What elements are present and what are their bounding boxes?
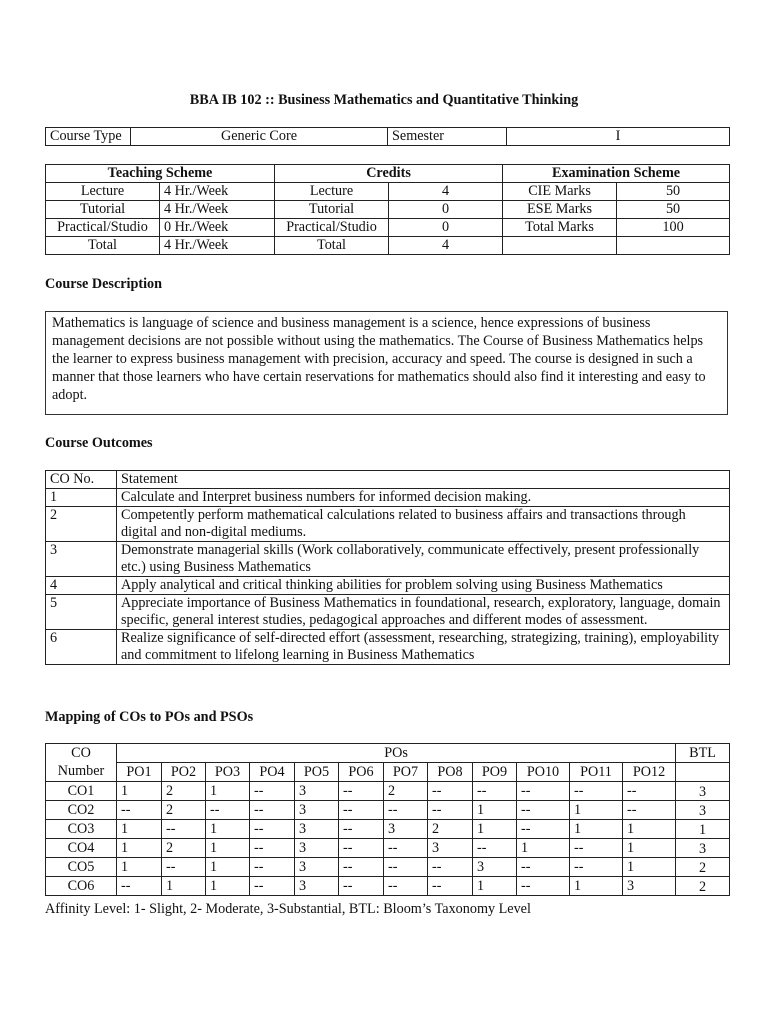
po-value: -- xyxy=(517,820,570,839)
co-number-header xyxy=(46,744,117,782)
course-description-box xyxy=(45,311,728,415)
outcome-row xyxy=(46,595,730,630)
po-value: -- xyxy=(250,877,295,896)
document-title: BBA IB 102 :: Business Mathematics and Quantitative Thinking xyxy=(189,92,579,108)
po-value: -- xyxy=(250,839,295,858)
po-value: -- xyxy=(117,877,162,896)
teaching-label: Practical/Studio xyxy=(46,219,160,237)
mapping-header-row-1 xyxy=(46,744,730,763)
credits-label: Practical/Studio xyxy=(275,219,389,237)
co-statement: Demonstrate managerial skills (Work collaboratively, communicate effectively, present professionally etc.) using Business Mathematics xyxy=(117,542,730,577)
course-outcomes-table xyxy=(45,470,730,665)
po-value: -- xyxy=(250,801,295,820)
examination-scheme-header: Examination Scheme xyxy=(503,165,730,183)
po-value: 1 xyxy=(206,877,250,896)
po-value: 3 xyxy=(473,858,517,877)
po-value: 1 xyxy=(162,877,206,896)
credits-value: 0 xyxy=(389,219,503,237)
po-value: -- xyxy=(206,801,250,820)
credits-label: Total xyxy=(275,237,389,255)
po-value: 1 xyxy=(473,820,517,839)
outcomes-body xyxy=(46,489,730,665)
co-statement: Realize significance of self-directed effort (assessment, researching, strategizing, training), employability and commitment to lifelong learning in Business Mathematics xyxy=(117,630,730,665)
btl-empty-cell xyxy=(676,763,730,782)
po-value: -- xyxy=(162,858,206,877)
co-number: 2 xyxy=(46,507,117,542)
po-value: -- xyxy=(339,839,384,858)
scheme-row xyxy=(46,237,730,255)
po-label: PO8 xyxy=(428,763,473,782)
po-label: PO9 xyxy=(473,763,517,782)
po-label: PO12 xyxy=(623,763,676,782)
co-label: CO2 xyxy=(46,801,117,820)
credits-label: Tutorial xyxy=(275,201,389,219)
exam-label: Total Marks xyxy=(503,219,617,237)
statement-header: Statement xyxy=(117,471,730,489)
co-label: CO1 xyxy=(46,782,117,801)
po-label: PO5 xyxy=(295,763,339,782)
po-value: 1 xyxy=(570,801,623,820)
po-value: 2 xyxy=(162,782,206,801)
po-value: -- xyxy=(339,877,384,896)
co-statement: Appreciate importance of Business Mathematics in foundational, research, exploratory, language, domain specific, general interest studies, pedagogical approaches and different modes of assessment. xyxy=(117,595,730,630)
po-value: -- xyxy=(428,877,473,896)
po-value: 1 xyxy=(206,782,250,801)
teaching-label: Total xyxy=(46,237,160,255)
po-value: -- xyxy=(517,801,570,820)
exam-value: 100 xyxy=(617,219,730,237)
btl-header: BTL xyxy=(676,744,730,763)
teaching-label: Tutorial xyxy=(46,201,160,219)
po-value: -- xyxy=(384,877,428,896)
po-value: -- xyxy=(517,782,570,801)
btl-value: 2 xyxy=(676,858,730,877)
pos-header: POs xyxy=(117,744,676,763)
btl-value: 3 xyxy=(676,839,730,858)
outcomes-header-row xyxy=(46,471,730,489)
btl-value: 2 xyxy=(676,877,730,896)
po-value: -- xyxy=(339,858,384,877)
scheme-body xyxy=(46,183,730,255)
po-value: -- xyxy=(339,820,384,839)
po-value: -- xyxy=(162,820,206,839)
course-description-heading: Course Description xyxy=(45,276,163,292)
co-number: 4 xyxy=(46,577,117,595)
po-value: 1 xyxy=(206,839,250,858)
course-type-value: Generic Core xyxy=(131,128,388,146)
po-value: 2 xyxy=(428,820,473,839)
co-label: CO4 xyxy=(46,839,117,858)
po-value: 2 xyxy=(384,782,428,801)
po-value: 3 xyxy=(295,782,339,801)
credits-value: 4 xyxy=(389,237,503,255)
po-value: 3 xyxy=(384,820,428,839)
po-value: 3 xyxy=(428,839,473,858)
teaching-label: Lecture xyxy=(46,183,160,201)
po-value: 2 xyxy=(162,801,206,820)
mapping-body xyxy=(46,782,730,896)
po-value: 1 xyxy=(117,820,162,839)
exam-label: CIE Marks xyxy=(503,183,617,201)
outcome-row xyxy=(46,542,730,577)
credits-value: 4 xyxy=(389,183,503,201)
mapping-row xyxy=(46,858,730,877)
co-statement: Competently perform mathematical calculations related to business affairs and transactions through digital and non-digital mediums. xyxy=(117,507,730,542)
po-value: -- xyxy=(623,801,676,820)
po-value: 1 xyxy=(623,820,676,839)
co-number: 6 xyxy=(46,630,117,665)
mapping-row xyxy=(46,782,730,801)
po-value: -- xyxy=(428,801,473,820)
teaching-value: 0 Hr./Week xyxy=(160,219,275,237)
po-value: -- xyxy=(473,839,517,858)
co-number: 3 xyxy=(46,542,117,577)
po-value: -- xyxy=(384,801,428,820)
po-value: -- xyxy=(250,858,295,877)
po-value: 1 xyxy=(623,839,676,858)
teaching-scheme-header: Teaching Scheme xyxy=(46,165,275,183)
po-value: -- xyxy=(250,782,295,801)
po-label: PO6 xyxy=(339,763,384,782)
po-value: 3 xyxy=(295,801,339,820)
co-statement: Calculate and Interpret business numbers for informed decision making. xyxy=(117,489,730,507)
po-value: -- xyxy=(339,801,384,820)
po-value: -- xyxy=(570,858,623,877)
affinity-footnote: Affinity Level: 1- Slight, 2- Moderate, 3-Substantial, BTL: Bloom’s Taxonomy Level xyxy=(45,901,531,917)
semester-value: I xyxy=(507,128,730,146)
co-number: 5 xyxy=(46,595,117,630)
po-label: PO10 xyxy=(517,763,570,782)
mapping-heading: Mapping of COs to POs and PSOs xyxy=(45,709,254,725)
mapping-row xyxy=(46,820,730,839)
outcome-row xyxy=(46,507,730,542)
po-value: 3 xyxy=(295,877,339,896)
exam-label xyxy=(503,237,617,255)
po-value: 1 xyxy=(117,839,162,858)
semester-label: Semester xyxy=(388,128,507,146)
mapping-row xyxy=(46,801,730,820)
po-value: -- xyxy=(428,782,473,801)
po-value: -- xyxy=(384,858,428,877)
po-value: 2 xyxy=(162,839,206,858)
co-label: CO5 xyxy=(46,858,117,877)
po-value: -- xyxy=(473,782,517,801)
mapping-table xyxy=(45,743,730,896)
po-value: 1 xyxy=(570,820,623,839)
po-value: -- xyxy=(570,839,623,858)
po-value: 1 xyxy=(517,839,570,858)
outcome-row xyxy=(46,630,730,665)
po-value: -- xyxy=(339,782,384,801)
scheme-table xyxy=(45,164,730,255)
btl-value: 1 xyxy=(676,820,730,839)
teaching-value: 4 Hr./Week xyxy=(160,237,275,255)
credits-value: 0 xyxy=(389,201,503,219)
po-label: PO1 xyxy=(117,763,162,782)
scheme-row xyxy=(46,201,730,219)
course-type-label: Course Type xyxy=(46,128,131,146)
po-value: -- xyxy=(428,858,473,877)
po-value: 1 xyxy=(473,877,517,896)
outcome-row xyxy=(46,489,730,507)
scheme-header-row xyxy=(46,165,730,183)
exam-value xyxy=(617,237,730,255)
po-label: PO3 xyxy=(206,763,250,782)
po-value: 1 xyxy=(473,801,517,820)
po-value: 1 xyxy=(206,858,250,877)
course-info-row xyxy=(46,128,730,146)
po-value: -- xyxy=(117,801,162,820)
scheme-row xyxy=(46,219,730,237)
po-value: 3 xyxy=(623,877,676,896)
po-value: 3 xyxy=(295,820,339,839)
po-value: -- xyxy=(250,820,295,839)
mapping-row xyxy=(46,877,730,896)
po-value: 3 xyxy=(295,858,339,877)
po-label: PO11 xyxy=(570,763,623,782)
po-label: PO4 xyxy=(250,763,295,782)
course-info-table xyxy=(45,127,730,146)
po-value: -- xyxy=(517,858,570,877)
po-label-row xyxy=(46,763,730,782)
credits-label: Lecture xyxy=(275,183,389,201)
mapping-row xyxy=(46,839,730,858)
po-value: -- xyxy=(384,839,428,858)
outcome-row xyxy=(46,577,730,595)
exam-value: 50 xyxy=(617,183,730,201)
co-label: CO3 xyxy=(46,820,117,839)
co-label: CO6 xyxy=(46,877,117,896)
teaching-value: 4 Hr./Week xyxy=(160,201,275,219)
credits-header: Credits xyxy=(275,165,503,183)
course-description-text: Mathematics is language of science and business management is a science, hence expressions of business management decisions are not possible without using the mathematics. The Course of Business Mathematics helps the learner to express business management with precision, accuracy and speed. The course is designed in such a manner that those learners who have certain reservations for mathematics should also find it interesting and easy to adopt. xyxy=(52,315,706,403)
po-value: 1 xyxy=(117,782,162,801)
co-header-line2: Number xyxy=(57,763,105,779)
po-value: -- xyxy=(623,782,676,801)
po-value: -- xyxy=(517,877,570,896)
po-value: -- xyxy=(570,782,623,801)
course-outcomes-heading: Course Outcomes xyxy=(45,435,153,451)
btl-value: 3 xyxy=(676,782,730,801)
po-label: PO2 xyxy=(162,763,206,782)
po-value: 3 xyxy=(295,839,339,858)
po-value: 1 xyxy=(117,858,162,877)
po-value: 1 xyxy=(206,820,250,839)
exam-label: ESE Marks xyxy=(503,201,617,219)
co-no-header: CO No. xyxy=(46,471,117,489)
co-header-line1: CO xyxy=(71,745,91,761)
po-label: PO7 xyxy=(384,763,428,782)
btl-value: 3 xyxy=(676,801,730,820)
po-value: 1 xyxy=(623,858,676,877)
scheme-row xyxy=(46,183,730,201)
teaching-value: 4 Hr./Week xyxy=(160,183,275,201)
exam-value: 50 xyxy=(617,201,730,219)
co-number: 1 xyxy=(46,489,117,507)
co-statement: Apply analytical and critical thinking abilities for problem solving using Business Mathematics xyxy=(117,577,730,595)
po-value: 1 xyxy=(570,877,623,896)
